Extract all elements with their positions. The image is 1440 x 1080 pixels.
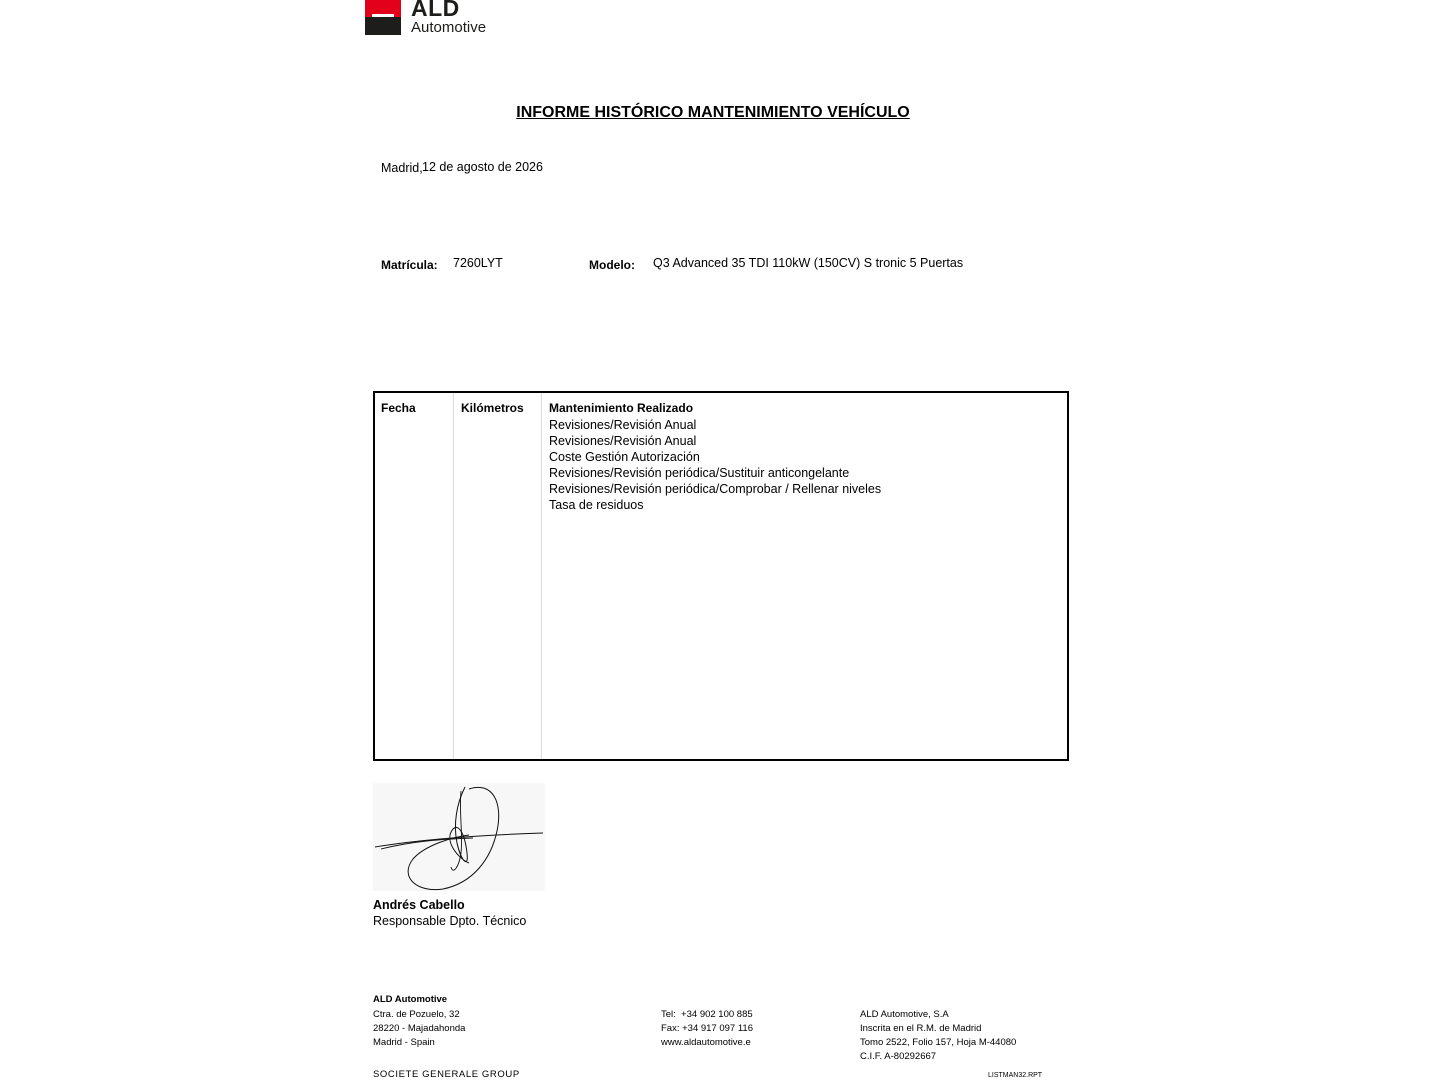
place-label: Madrid, (381, 161, 423, 175)
footer-registry-line: Inscrita en el R.M. de Madrid (860, 1023, 982, 1034)
logo-text-ald: ALD (411, 0, 460, 21)
footer-address-line: Madrid - Spain (373, 1037, 435, 1048)
maintenance-item: Revisiones/Revisión periódica/Sustituir anticongelante (549, 466, 850, 480)
company-logo (365, 0, 498, 38)
maintenance-item: Revisiones/Revisión Anual (549, 418, 697, 432)
plate-value: 7260LYT (453, 256, 503, 270)
footer-fax: Fax: +34 917 097 116 (661, 1023, 753, 1034)
footer-website: www.aldautomotive.e (661, 1037, 751, 1048)
header-fecha: Fecha (381, 401, 416, 415)
footer-address-line: Ctra. de Pozuelo, 32 (373, 1009, 460, 1020)
maintenance-item: Tasa de residuos (549, 498, 644, 512)
maintenance-list (549, 417, 881, 513)
page-title: INFORME HISTÓRICO MANTENIMIENTO VEHÍCULO (516, 104, 910, 121)
column-divider (453, 393, 454, 759)
model-value: Q3 Advanced 35 TDI 110kW (150CV) S tronic 5 Puertas (653, 256, 964, 270)
column-divider (541, 393, 542, 759)
header-kilometros: Kilómetros (461, 401, 524, 415)
footer-registry-line: Tomo 2522, Folio 157, Hoja M-44080 (860, 1037, 1017, 1048)
signer-name: Andrés Cabello (373, 898, 465, 912)
maintenance-item: Coste Gestión Autorización (549, 450, 700, 464)
report-date: 12 de agosto de 2026 (422, 160, 543, 174)
footer-registry-line: ALD Automotive, S.A (860, 1009, 949, 1020)
logo-text-automotive: Automotive (411, 19, 487, 36)
plate-label: Matrícula: (381, 258, 438, 272)
header-mantenimiento: Mantenimiento Realizado (549, 401, 694, 415)
footer-group: SOCIETE GENERALE GROUP (373, 1069, 520, 1080)
footer-address-line: 28220 - Majadahonda (373, 1023, 466, 1034)
maintenance-table (373, 391, 1069, 761)
signature-image (373, 783, 545, 891)
maintenance-item: Revisiones/Revisión Anual (549, 434, 697, 448)
signer-role: Responsable Dpto. Técnico (373, 914, 527, 928)
footer-phone: Tel: +34 902 100 885 (661, 1009, 753, 1020)
footer-registry-line: C.I.F. A-80292667 (860, 1051, 937, 1062)
report-code: LISTMAN32.RPT (988, 1072, 1043, 1079)
maintenance-item: Revisiones/Revisión periódica/Comprobar / Rellenar niveles (549, 482, 882, 496)
model-label: Modelo: (589, 258, 635, 272)
footer-company: ALD Automotive (373, 994, 448, 1005)
